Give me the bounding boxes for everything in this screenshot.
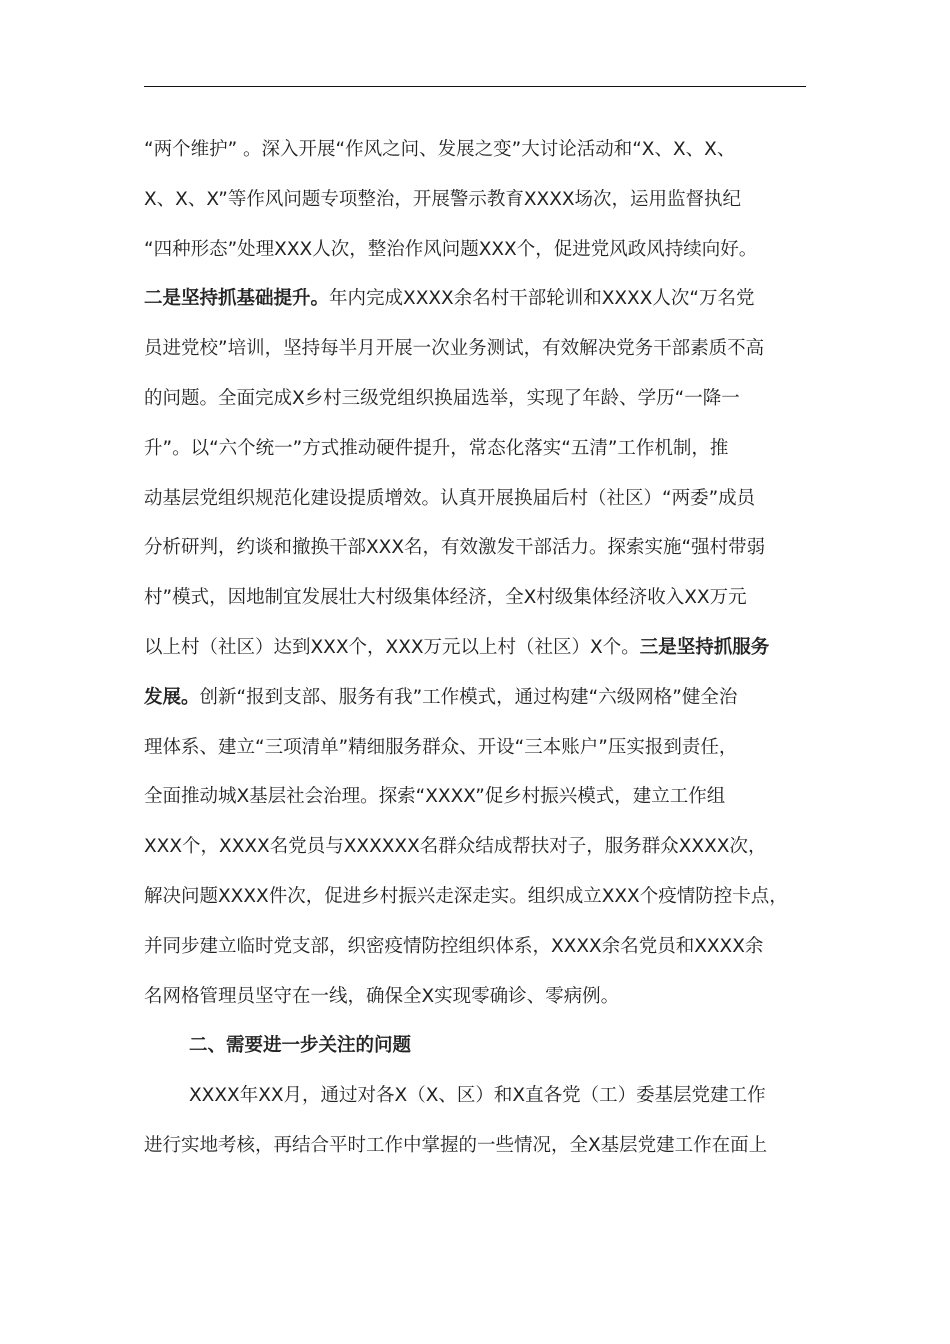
paragraph-line xyxy=(144,1121,806,1171)
text-run: X、X、X”等作风问题专项整治，开展警示教育XXXX场次，运用监督执纪 xyxy=(144,188,742,210)
text-run: 升”。以“六个统一”方式推动硬件提升，常态化落实“五清”工作机制，推 xyxy=(144,437,729,459)
paragraph-line xyxy=(144,723,806,773)
text-run: 分析研判，约谈和撤换干部XXX名，有效激发干部活力。探索实施“强村带弱 xyxy=(144,537,766,559)
text-run: XXX个，XXXX名党员与XXXXXX名群众结成帮扶对子，服务群众XXXX次， xyxy=(144,836,767,858)
paragraph-line xyxy=(144,1071,806,1121)
paragraph-line xyxy=(144,125,806,175)
text-run: 全面推动城X基层社会治理。探索“XXXX”促乡村振兴模式，建立工作组 xyxy=(144,786,726,808)
paragraph-line xyxy=(144,374,806,424)
subheading-inline: 发展。 xyxy=(144,686,200,708)
paragraph-line xyxy=(144,972,806,1022)
paragraph-line xyxy=(144,772,806,822)
text-run: 员进党校”培训，坚持每半月开展一次业务测试，有效解决党务干部素质不高 xyxy=(144,338,765,360)
paragraph-line xyxy=(144,274,806,324)
subheading-inline: 三是坚持抓服务 xyxy=(639,636,770,658)
text-run: 创新“报到支部、服务有我”工作模式，通过构建“六级网格”健全治 xyxy=(199,686,738,708)
text-run: 的问题。全面完成X乡村三级党组织换届选举，实现了年龄、学历“一降一 xyxy=(144,387,740,409)
text-run: 以上村（社区）达到XXX个，XXX万元以上村（社区）X个。 xyxy=(144,636,640,658)
text-run: 年内完成XXXX余名村干部轮训和XXXX人次“万名党 xyxy=(329,288,755,310)
paragraph-line xyxy=(144,872,806,922)
document-body xyxy=(144,125,806,1171)
subheading-inline: 二是坚持抓基础提升。 xyxy=(144,288,330,310)
header-rule xyxy=(144,86,806,87)
paragraph-line xyxy=(144,324,806,374)
paragraph-line xyxy=(144,922,806,972)
paragraph-line xyxy=(144,424,806,474)
paragraph-line xyxy=(144,673,806,723)
text-run: XXXX年XX月，通过对各X（X、区）和X直各党（工）委基层党建工作 xyxy=(189,1085,766,1107)
paragraph-line xyxy=(144,523,806,573)
section-heading xyxy=(144,1021,806,1071)
paragraph-line xyxy=(144,573,806,623)
text-run: “两个维护” 。深入开展“作风之问、发展之变”大讨论活动和“X、X、X、 xyxy=(144,139,736,160)
text-run: 解决问题XXXX件次，促进乡村振兴走深走实。组织成立XXX个疫情防控卡点， xyxy=(144,885,788,907)
paragraph-line xyxy=(144,474,806,524)
paragraph-line xyxy=(144,225,806,275)
text-run: 并同步建立临时党支部，织密疫情防控组织体系，XXXX余名党员和XXXX余 xyxy=(144,935,764,957)
text-run: 进行实地考核，再结合平时工作中掌握的一些情况，全X基层党建工作在面上 xyxy=(144,1134,768,1156)
text-run: 名网格管理员坚守在一线，确保全X实现零确诊、零病例。 xyxy=(144,985,620,1007)
section-heading-text: 二、需要进一步关注的问题 xyxy=(189,1035,412,1057)
paragraph-line xyxy=(144,822,806,872)
text-run: 理体系、建立“三项清单”精细服务群众、开设“三本账户”压实报到责任， xyxy=(144,736,738,758)
text-run: 动基层党组织规范化建设提质增效。认真开展换届后村（社区）“两委”成员 xyxy=(144,487,756,509)
text-run: 村”模式，因地制宜发展壮大村级集体经济，全X村级集体经济收入XX万元 xyxy=(144,587,747,609)
paragraph-line xyxy=(144,623,806,673)
paragraph-line xyxy=(144,175,806,225)
text-run: “四种形态”处理XXX人次，整治作风问题XXX个，促进党风政风持续向好。 xyxy=(144,238,758,260)
